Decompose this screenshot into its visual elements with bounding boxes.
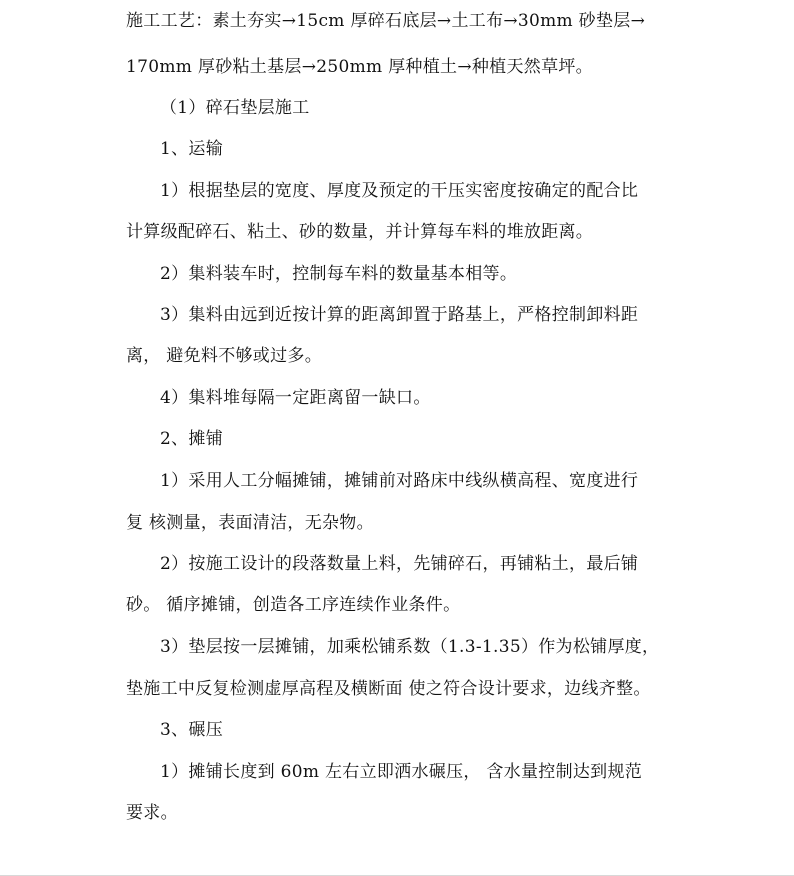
subheading-transport: 1、运输	[160, 139, 224, 159]
transport-item-3: 3）集料由远到近按计算的距离卸置于路基上，严格控制卸料距	[160, 305, 639, 325]
spreading-item-2: 2）按施工设计的段落数量上料，先铺碎石，再铺粘土，最后铺	[160, 554, 639, 574]
transport-item-1-cont: 计算级配碎石、粘土、砂的数量，并计算每车料的堆放距离。	[126, 222, 594, 242]
section-heading-gravel-cushion: （1）碎石垫层施工	[160, 98, 310, 118]
transport-item-2: 2）集料装车时，控制每车料的数量基本相等。	[160, 264, 518, 284]
transport-item-4: 4）集料堆每隔一定距离留一缺口。	[160, 388, 431, 408]
spreading-item-3-cont: 垫施工中反复检测虚厚高程及横断面 使之符合设计要求，边线齐整。	[126, 679, 651, 699]
spreading-item-1: 1）采用人工分幅摊铺，摊铺前对路床中线纵横高程、宽度进行	[160, 471, 639, 491]
compaction-item-1: 1）摊铺长度到 60m 左右立即洒水碾压， 含水量控制达到规范	[160, 762, 643, 782]
transport-item-1: 1）根据垫层的宽度、厚度及预定的干压实密度按确定的配合比	[160, 181, 639, 201]
paragraph-construction-process: 施工工艺：素土夯实→15cm 厚碎石底层→土工布→30mm 砂垫层→	[126, 11, 646, 31]
transport-item-3-cont: 离， 避免料不够或过多。	[126, 346, 323, 366]
subheading-compaction: 3、碾压	[160, 720, 224, 740]
spreading-item-1-cont: 复 核测量，表面清洁，无杂物。	[126, 513, 374, 533]
compaction-item-1-cont: 要求。	[126, 803, 178, 823]
subheading-spreading: 2、摊铺	[160, 429, 224, 449]
paragraph-construction-process-cont: 170mm 厚砂粘土基层→250mm 厚种植土→种植天然草坪。	[126, 57, 593, 77]
spreading-item-2-cont: 砂。 循序摊铺，创造各工序连续作业条件。	[126, 595, 461, 615]
spreading-item-3: 3）垫层按一层摊铺，加乘松铺系数（1.3-1.35）作为松铺厚度，	[160, 637, 660, 657]
